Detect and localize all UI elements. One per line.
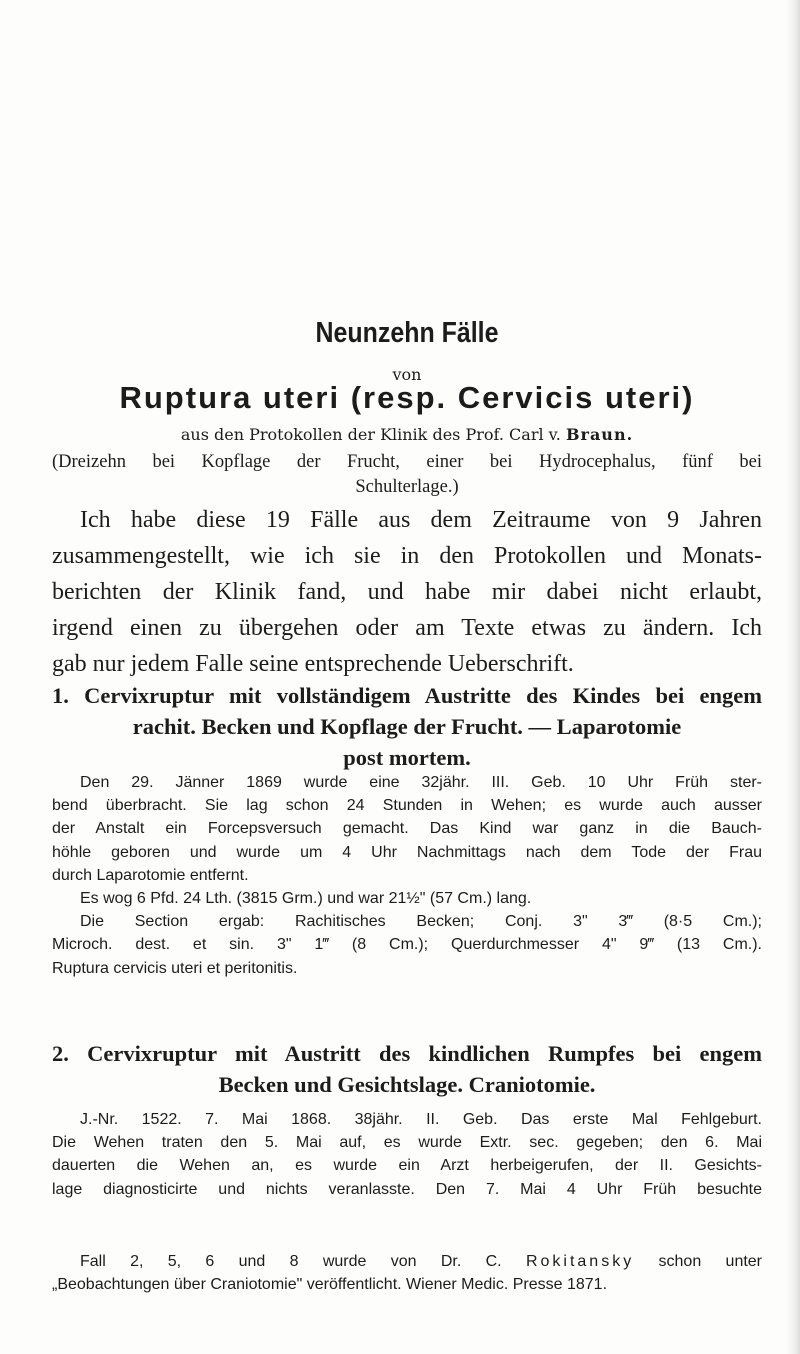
case-distribution-line: (Dreizehn bei Kopflage der Frucht, einer bei Hydrocephalus, fünf bei (52, 452, 762, 472)
document-subtitle: Ruptura uteri (resp. Cervicis uteri) (119, 380, 695, 415)
section-1-body-line: der Anstalt ein Forcepsversuch gemacht. Das Kind war ganz in die Bauch- (52, 820, 762, 838)
section-1-body-line: Die Section ergab: Rachitisches Becken; Conj. 3" 3‴ (8·5 Cm.); (80, 913, 762, 931)
intro-line: zusammengestellt, wie ich sie in den Protokollen und Monats- (52, 543, 762, 569)
section-2-body-line: J.-Nr. 1522. 7. Mai 1868. 38jähr. II. Geb. Das erste Mal Fehlgeburt. (80, 1111, 762, 1128)
intro-line: gab nur jedem Falle seine entsprechende Ueberschrift. (52, 651, 574, 677)
footnote (52, 1250, 762, 1296)
section-1-heading-line: post mortem. (343, 745, 471, 770)
footnote-suffix: schon unter (658, 1253, 763, 1270)
intro-line: berichten der Klinik fand, und habe mir dabei nicht erlaubt, (52, 579, 762, 605)
footnote-line (52, 1250, 762, 1273)
section-1-body-line: Microch. dest. et sin. 3" 1‴ (8 Cm.); Querdurchmesser 4" 9‴ (13 Cm.). (52, 936, 762, 954)
footnote-prefix: Fall 2, 5, 6 und 8 wurde von Dr. C. (80, 1253, 502, 1270)
intro-paragraph (52, 502, 762, 682)
section-1-body (52, 771, 762, 980)
page-edge-shadow (786, 0, 800, 1354)
case-distribution-line: Schulterlage.) (355, 477, 459, 497)
section-1-body-line: Den 29. Jänner 1869 wurde eine 32jähr. III. Geb. 10 Uhr Früh ster- (80, 774, 762, 791)
section-1-body-line: höhle geboren und wurde um 4 Uhr Nachmittags nach dem Tode der Frau (52, 843, 762, 861)
section-1-heading (52, 680, 762, 773)
section-1-body-line: Ruptura cervicis uteri et peritonitis. (52, 959, 298, 977)
clinic-professor-name: Braun. (565, 425, 634, 444)
section-1-body-line: Es wog 6 Pfd. 24 Lth. (3815 Grm.) und war 21½" (57 Cm.) lang. (80, 890, 532, 908)
footnote-line: „Beobachtungen über Craniotomie" veröffentlicht. Wiener Medic. Presse 1871. (52, 1276, 608, 1294)
section-2-heading-line: Becken und Gesichtslage. Craniotomie. (218, 1072, 596, 1097)
section-2-heading (52, 1038, 762, 1100)
title-connector: von (392, 365, 422, 384)
footnote-author: Rokitansky (525, 1253, 635, 1270)
case-distribution-note (52, 450, 762, 500)
intro-line: Ich habe diese 19 Fälle aus dem Zeitraume von 9 Jahren (80, 507, 762, 533)
section-1-heading-line: 1. Cervixruptur mit vollständigem Austritte des Kindes bei engem (52, 683, 762, 708)
section-1-body-line: bend überbracht. Sie lag schon 24 Stunden in Wehen; es wurde auch ausser (52, 797, 762, 815)
section-2-body-line: Die Wehen traten den 5. Mai auf, es wurde Extr. sec. gegeben; den 6. Mai (52, 1134, 762, 1152)
intro-line: irgend einen zu übergehen oder am Texte etwas zu ändern. Ich (52, 615, 762, 641)
section-1-heading-line: rachit. Becken und Kopflage der Frucht. — Laparotomie (132, 714, 682, 739)
section-2-heading-line: 2. Cervixruptur mit Austritt des kindlichen Rumpfes bei engem (52, 1041, 762, 1066)
section-1-body-line: durch Laparotomie entfernt. (52, 866, 249, 884)
document-title: Neunzehn Fälle (315, 317, 499, 349)
clinic-source-line (52, 425, 762, 444)
clinic-source-prefix: aus den Protokollen der Klinik des Prof. Carl v. (180, 425, 561, 444)
section-2-body-line: lage diagnosticirte und nichts veranlasste. Den 7. Mai 4 Uhr Früh besuchte (52, 1180, 762, 1198)
section-2-body (52, 1108, 762, 1201)
section-2-body-line: dauerten die Wehen an, es wurde ein Arzt herbeigerufen, der II. Gesichts- (52, 1157, 762, 1175)
